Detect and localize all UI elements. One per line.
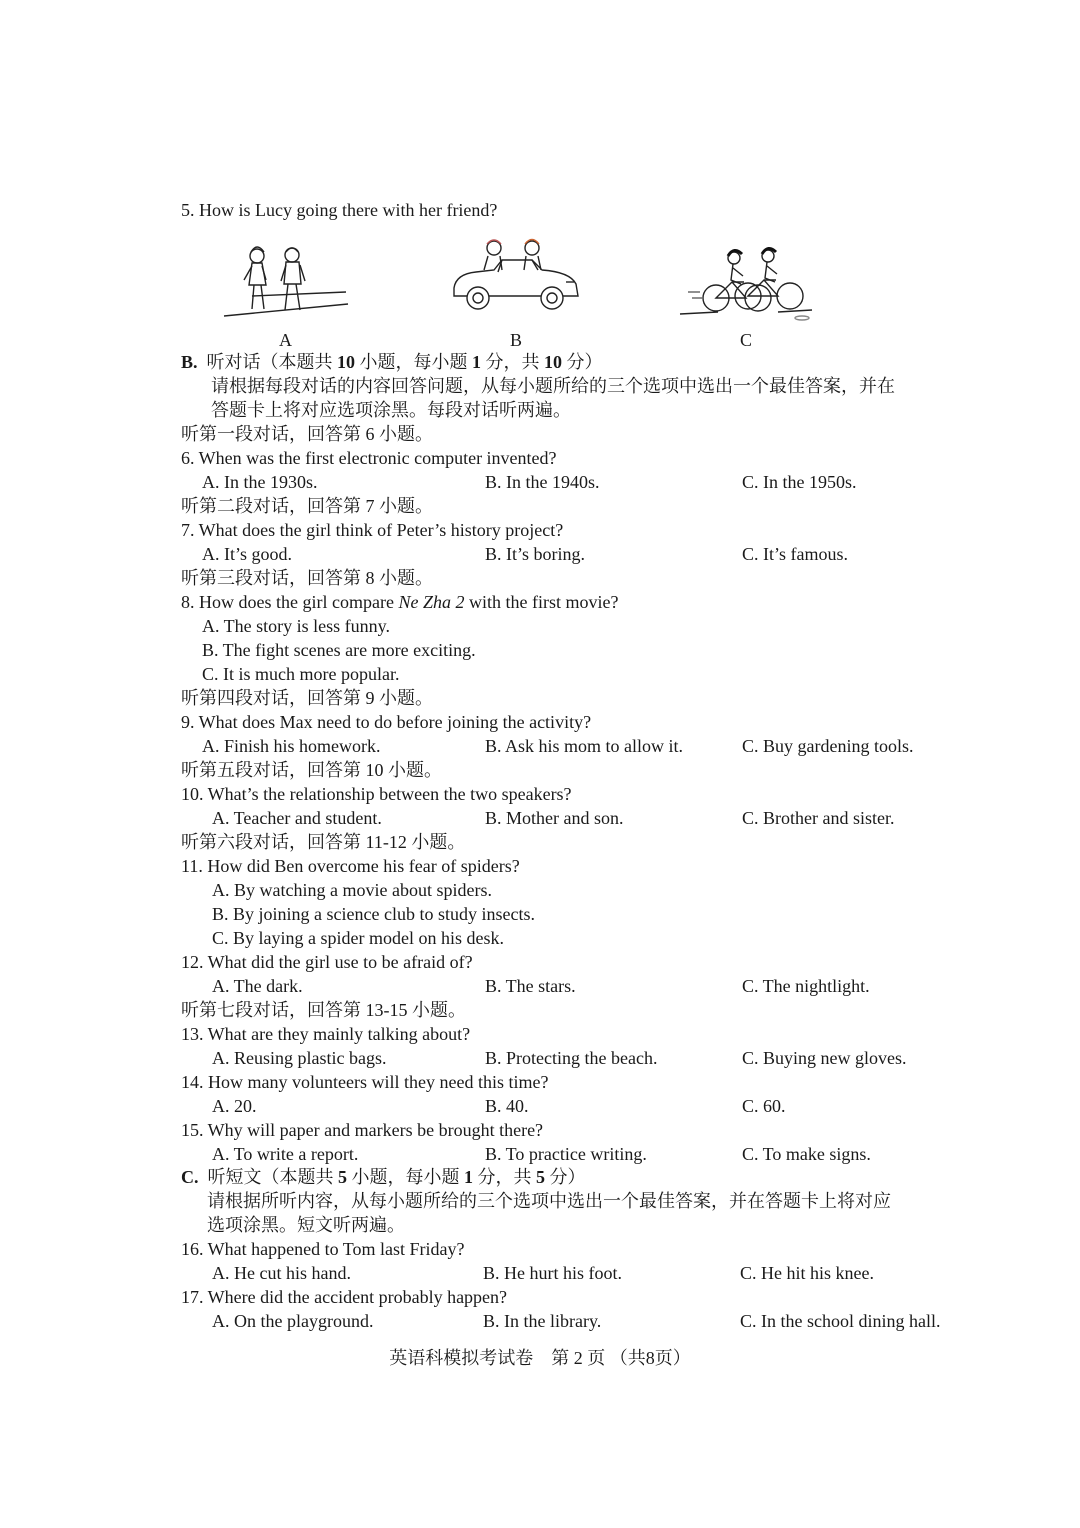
q15-option-a: A. To write a report. — [212, 1144, 359, 1164]
dialogue-5-instruction: 听第五段对话，回答第 10 小题。 — [181, 760, 442, 780]
section-b-points-total: 10 — [544, 352, 563, 372]
q5-picture-c-bicycles — [678, 240, 816, 324]
q8-question-post: with the first movie? — [464, 592, 619, 612]
q11-option-a: A. By watching a movie about spiders. — [212, 880, 492, 900]
q8-question — [181, 591, 618, 613]
section-c-title-a: 听短文（本题共 — [207, 1167, 334, 1187]
section-c-instruction-line1: 请根据所听内容，从每小题所给的三个选项中选出一个最佳答案，并在答题卡上将对应 — [207, 1191, 891, 1211]
section-b-heading — [181, 351, 603, 373]
q9-option-a: A. Finish his homework. — [202, 736, 381, 756]
q9-option-b: B. Ask his mom to allow it. — [485, 736, 684, 756]
q14-option-b: B. 40. — [485, 1096, 529, 1116]
q14-option-c: C. 60. — [742, 1096, 786, 1116]
q17-question: 17. Where did the accident probably happen? — [181, 1287, 508, 1307]
q14-option-a: A. 20. — [212, 1096, 257, 1116]
q6-option-a: A. In the 1930s. — [202, 472, 318, 492]
section-c-title-b: 小题，每小题 — [351, 1167, 460, 1187]
q7-option-c: C. It’s famous. — [742, 544, 848, 564]
q5-option-a-label: A — [279, 330, 292, 350]
q15-option-b: B. To practice writing. — [485, 1144, 647, 1164]
section-b-instruction-line1: 请根据每段对话的内容回答问题，从每小题所给的三个选项中选出一个最佳答案，并在 — [211, 376, 895, 396]
q16-option-b: B. He hurt his foot. — [483, 1263, 622, 1283]
section-b-title-c: 分，共 — [485, 352, 540, 372]
q11-option-c: C. By laying a spider model on his desk. — [212, 928, 504, 948]
q10-question: 10. What’s the relationship between the two speakers? — [181, 784, 572, 804]
section-c-letter: C. — [181, 1167, 199, 1187]
section-b-title-b: 小题，每小题 — [359, 352, 468, 372]
dialogue-6-instruction: 听第六段对话，回答第 11-12 小题。 — [181, 832, 466, 852]
section-b-letter: B. — [181, 352, 198, 372]
q13-option-b: B. Protecting the beach. — [485, 1048, 658, 1068]
q13-option-a: A. Reusing plastic bags. — [212, 1048, 387, 1068]
q6-option-b: B. In the 1940s. — [485, 472, 600, 492]
section-c-instruction-line2: 选项涂黑。短文听两遍。 — [207, 1215, 405, 1235]
page-footer: 英语科模拟考试卷 第 2 页 （共8页） — [389, 1348, 691, 1368]
q15-option-c: C. To make signs. — [742, 1144, 871, 1164]
section-c-title-c: 分，共 — [477, 1167, 532, 1187]
q10-option-a: A. Teacher and student. — [212, 808, 382, 828]
dialogue-7-instruction: 听第七段对话，回答第 13-15 小题。 — [181, 1000, 466, 1020]
section-b-count: 10 — [337, 352, 356, 372]
q16-option-a: A. He cut his hand. — [212, 1263, 351, 1283]
q7-question: 7. What does the girl think of Peter’s history project? — [181, 520, 564, 540]
q7-option-b: B. It’s boring. — [485, 544, 586, 564]
q6-question: 6. When was the first electronic computer invented? — [181, 448, 557, 468]
q10-option-b: B. Mother and son. — [485, 808, 624, 828]
dialogue-1-instruction: 听第一段对话，回答第 6 小题。 — [181, 424, 433, 444]
q9-option-c: C. Buy gardening tools. — [742, 736, 914, 756]
q5-picture-b-car — [448, 236, 583, 316]
q5-question: 5. How is Lucy going there with her friend? — [181, 200, 498, 220]
q15-question: 15. Why will paper and markers be brought there? — [181, 1120, 544, 1140]
dialogue-4-instruction: 听第四段对话，回答第 9 小题。 — [181, 688, 433, 708]
q14-question: 14. How many volunteers will they need this time? — [181, 1072, 549, 1092]
q10-option-c: C. Brother and sister. — [742, 808, 895, 828]
section-c-count: 5 — [338, 1167, 347, 1187]
q5-picture-a-walking — [222, 240, 352, 322]
q8-option-a: A. The story is less funny. — [202, 616, 390, 636]
q7-option-a: A. It’s good. — [202, 544, 292, 564]
q11-question: 11. How did Ben overcome his fear of spiders? — [181, 856, 520, 876]
q12-option-b: B. The stars. — [485, 976, 576, 996]
q12-question: 12. What did the girl use to be afraid of? — [181, 952, 473, 972]
section-c-title-d: 分） — [549, 1167, 586, 1187]
section-b-instruction-line2: 答题卡上将对应选项涂黑。每段对话听两遍。 — [211, 400, 571, 420]
q12-option-a: A. The dark. — [212, 976, 303, 996]
q13-option-c: C. Buying new gloves. — [742, 1048, 907, 1068]
section-c-heading — [181, 1166, 586, 1188]
dialogue-2-instruction: 听第二段对话，回答第 7 小题。 — [181, 496, 433, 516]
q8-option-c: C. It is much more popular. — [202, 664, 400, 684]
section-b-points-each: 1 — [472, 352, 482, 372]
section-b-title-a: 听对话（本题共 — [206, 352, 333, 372]
q5-option-c-label: C — [740, 330, 753, 350]
section-c-points-each: 1 — [464, 1167, 473, 1187]
dialogue-3-instruction: 听第三段对话，回答第 8 小题。 — [181, 568, 433, 588]
q11-option-b: B. By joining a science club to study insects. — [212, 904, 535, 924]
q8-movie-title: Ne Zha 2 — [398, 592, 465, 612]
q9-question: 9. What does Max need to do before joining the activity? — [181, 712, 592, 732]
q16-question: 16. What happened to Tom last Friday? — [181, 1239, 465, 1259]
q8-option-b: B. The fight scenes are more exciting. — [202, 640, 476, 660]
q12-option-c: C. The nightlight. — [742, 976, 870, 996]
q8-question-pre: 8. How does the girl compare — [181, 592, 399, 612]
q5-option-b-label: B — [510, 330, 523, 350]
q13-question: 13. What are they mainly talking about? — [181, 1024, 471, 1044]
q17-option-c: C. In the school dining hall. — [740, 1311, 941, 1331]
q6-option-c: C. In the 1950s. — [742, 472, 857, 492]
section-c-points-total: 5 — [536, 1167, 545, 1187]
q16-option-c: C. He hit his knee. — [740, 1263, 874, 1283]
section-b-title-d: 分） — [566, 352, 603, 372]
q17-option-a: A. On the playground. — [212, 1311, 374, 1331]
q17-option-b: B. In the library. — [483, 1311, 602, 1331]
